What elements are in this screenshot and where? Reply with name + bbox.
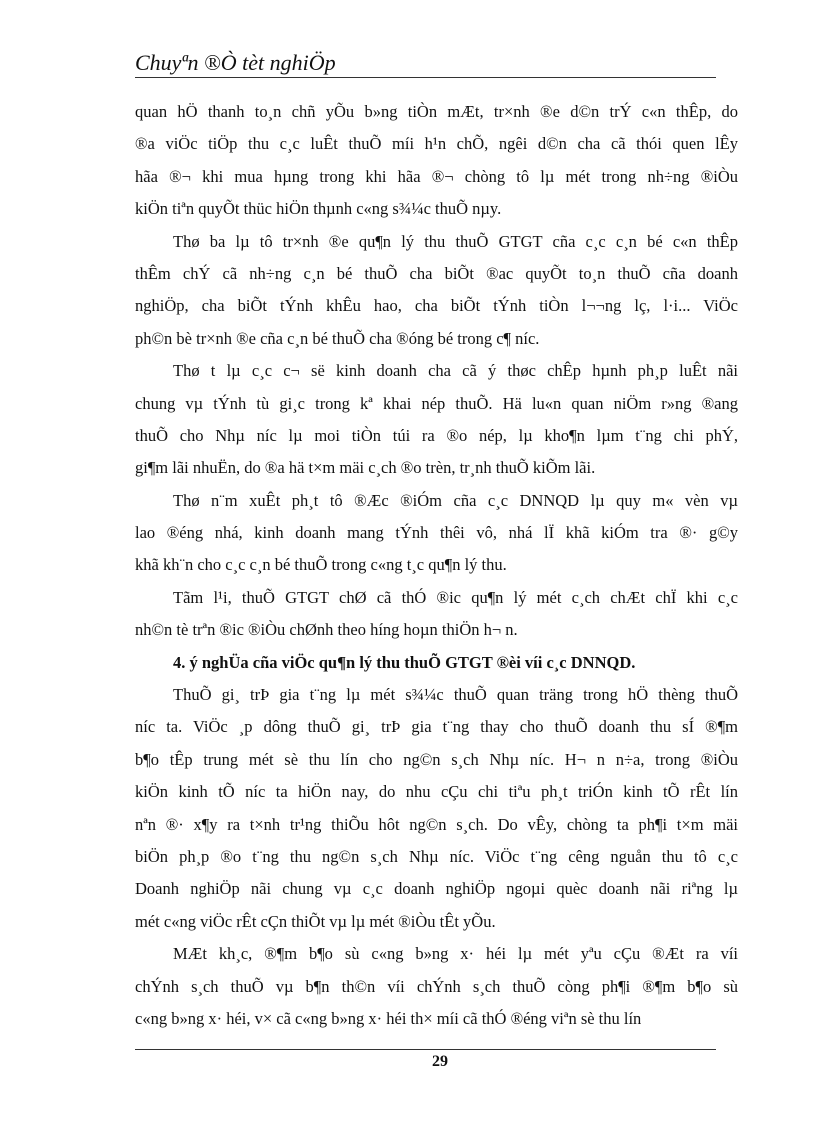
document-body xyxy=(135,96,738,1035)
text-line: khã kh¨n cho c¸c c¸n bé thuÕ trong c«ng t¸c qu¶n lý thu. xyxy=(135,555,507,575)
text-line: nªn ®· x¶y ra t×nh tr¹ng thiÕu hôt ng©n s¸ch. Do vÊy, chòng ta ph¶i t×m mäi xyxy=(135,814,738,834)
text-line: níc ta. ViÖc ¸p dông thuÕ gi¸ trÞ gia t¨ng thay cho thuÕ doanh thu sÍ ®¶m xyxy=(135,717,738,737)
paragraph xyxy=(135,226,738,356)
paragraph xyxy=(135,96,738,226)
text-line: biÖn ph¸p ®o t¨ng thu ng©n s¸ch Nhµ níc. ViÖc t¨ng cêng nguån thu tô c¸c xyxy=(135,846,738,866)
text-line: hãa ®¬ khi mua hµng trong khi hãa ®¬ chòng tô lµ mét trong nh÷ng ®iÒu xyxy=(135,166,738,186)
running-header-title: Chuyªn ®Ò tèt nghiÖp xyxy=(135,50,336,75)
section-heading xyxy=(135,647,738,679)
text-line: kiÖn kinh tÕ níc ta hiÖn nay, do nhu cÇu chi tiªu ph¸t triÓn kinh tÕ rÊt lín xyxy=(135,782,738,802)
heading-line: 4. ý nghÜa cña viÖc qu¶n lý thu thuÕ GTGT ®èi víi c¸c DNNQD. xyxy=(173,652,636,672)
text-line: Thø t lµ c¸c c¬ së kinh doanh cha cã ý thøc chÊp hµnh ph¸p luÊt nãi xyxy=(173,361,738,381)
text-line: MÆt kh¸c, ®¶m b¶o sù c«ng b»ng x· héi lµ mét yªu cÇu ®Æt ra víi xyxy=(173,944,738,964)
header-divider xyxy=(135,77,716,78)
text-line: chÝnh s¸ch thuÕ vµ b¶n th©n víi chÝnh s¸ch thuÕ còng ph¶i ®¶m b¶o sù xyxy=(135,976,738,996)
text-line: c«ng b»ng x· héi, v× cã c«ng b»ng x· héi th× míi cã thÓ ®éng viªn sè thu lín xyxy=(135,1008,642,1028)
text-line: Thø n¨m xuÊt ph¸t tô ®Æc ®iÓm cña c¸c DNNQD lµ quy m« vèn vµ xyxy=(173,490,738,510)
paragraph xyxy=(135,938,738,1035)
text-line: chung vµ tÝnh tù gi¸c trong kª khai nép thuÕ. Hä lu«n quan niÖm r»ng ®ang xyxy=(135,393,738,413)
text-line: ph©n bè tr×nh ®e cña c¸n bé thuÕ cha ®óng bé trong c¶ níc. xyxy=(135,328,540,348)
text-line: kiÖn tiªn quyÕt thüc hiÖn thµnh c«ng s¾¼c thuÕ nµy. xyxy=(135,199,502,219)
text-line: mét c«ng viÖc rÊt cÇn thiÕt vµ lµ mét ®iÒu tÊt yÕu. xyxy=(135,911,496,931)
text-line: nh©n tè trªn ®ic ®iÒu chØnh theo híng hoµn thiÖn h¬ n. xyxy=(135,620,518,640)
paragraph xyxy=(135,355,738,485)
text-line: nghiÖp, cha biÕt tÝnh khÊu hao, cha biÕt tÝnh tiÒn l¬¬ng lç, l·i... ViÖc xyxy=(135,296,738,316)
paragraph xyxy=(135,485,738,582)
text-line: b¶o tÊp trung mét sè thu lín cho ng©n s¸ch Nhµ níc. H¬ n n÷a, trong ®iÒu xyxy=(135,749,738,769)
text-line: Tãm l¹i, thuÕ GTGT chØ cã thÓ ®ic qu¶n lý mét c¸ch chÆt chÏ khi c¸c xyxy=(173,587,738,607)
text-line: ®a viÖc tiÖp thu c¸c luÊt thuÕ míi h¹n chÕ, ngêi d©n cha cã thói quen lÊy xyxy=(135,134,738,154)
footer-divider xyxy=(135,1049,716,1050)
text-line: Thø ba lµ tô tr×nh ®e qu¶n lý thu thuÕ GTGT cña c¸c c¸n bé c«n thÊp xyxy=(173,231,738,251)
text-line: gi¶m lãi nhuËn, do ®a hä t×m mäi c¸ch ®o trèn, tr¸nh thuÕ kiÕm lãi. xyxy=(135,458,596,478)
paragraph xyxy=(135,679,738,938)
text-line: lao ®éng nhá, kinh doanh mang tÝnh thêi vô, nhá lÏ khã kiÓm tra ®· g©y xyxy=(135,523,738,543)
text-line: Doanh nghiÖp nãi chung vµ c¸c doanh nghiÖp ngoµi quèc doanh nãi riªng lµ xyxy=(135,879,738,899)
text-line: ThuÕ gi¸ trÞ gia t¨ng lµ mét s¾¼c thuÕ quan träng trong hÖ thèng thuÕ xyxy=(173,685,738,705)
page-number: 29 xyxy=(432,1053,448,1070)
text-line: quan hÖ thanh to¸n chñ yÕu b»ng tiÒn mÆt, tr×nh ®e d©n trÝ c«n thÊp, do xyxy=(135,102,738,121)
paragraph xyxy=(135,582,738,647)
text-line: thuÕ cho Nhµ níc lµ moi tiÒn túi ra ®o nép, lµ kho¶n lµm t¨ng chi phÝ, xyxy=(135,425,738,445)
text-line: thÊm chÝ cã nh÷ng c¸n bé thuÕ cha biÕt ®ac quyÕt to¸n thuÕ cña doanh xyxy=(135,263,738,283)
